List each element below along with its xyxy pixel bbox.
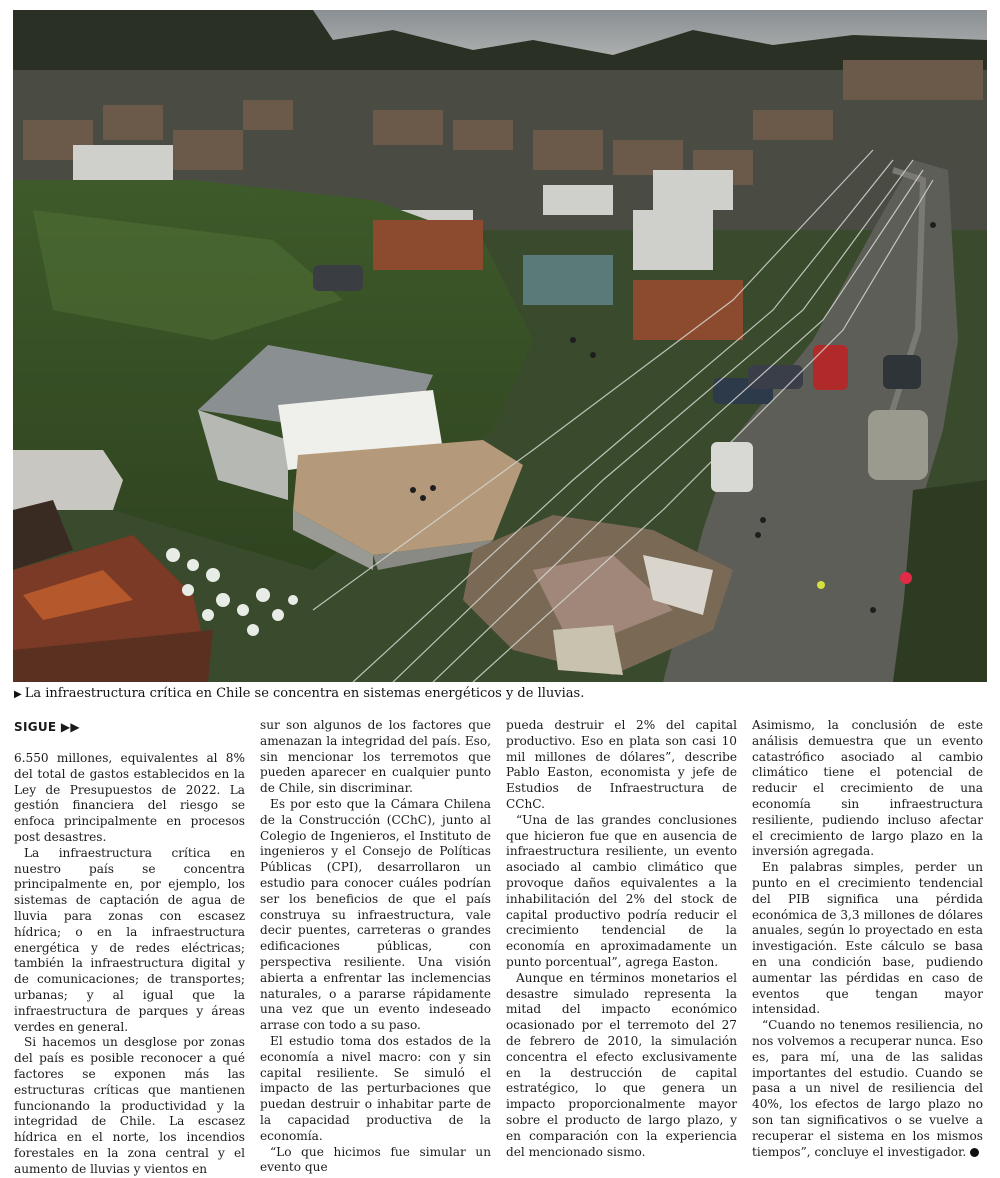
article-column-2 [260, 718, 491, 1176]
paragraph: Si hacemos un desglose por zonas del país es posible reconocer a qué factores se exponen más las estructuras críticas que mantienen funcionando la productividad y la integridad de Chile. La escasez hídrica en el norte, los incendios forestales en la zona central y el aumento de lluvias y vientos en [14, 1035, 245, 1176]
paragraph: Es por esto que la Cámara Chilena de la Construcción (CChC), junto al Colegio de Ingenieros, el Instituto de ingenieros y el Consejo de Políticas Públicas (CPI), desarrollaron un estudio para conocer cuáles podrían ser los beneficios de que el país construya su infraestructura, vale decir puentes, carreteras o grandes edificaciones públicas, con perspectiva resiliente. Una visión abierta a enfrentar las inclemencias naturales, o a pararse rápidamente una vez que un evento indeseado arrase con todo a su paso. [260, 796, 491, 1033]
news-photo [13, 10, 987, 682]
photo-caption [14, 686, 984, 703]
aerial-photo-icon [13, 10, 987, 682]
paragraph: En palabras simples, perder un punto en el crecimiento tendencial del PIB significa una pérdida económica de 3,3 millones de dólares anuales, según lo proyectado en esta investigación. Este cálculo se basa en una condición base, pudiendo aumentar las pérdidas en caso de eventos que tengan mayor intensidad. [752, 860, 983, 1017]
paragraph: sur son algunos de los factores que amenazan la integridad del país. Eso, sin mencionar los terremotos que pueden aparecer en cualquier punto de Chile, sin discriminar. [260, 718, 491, 796]
end-mark-icon [970, 1148, 979, 1157]
article-column-1 [14, 751, 245, 1178]
paragraph-text: “Cuando no tenemos resiliencia, no nos volvemos a recuperar nunca. Eso es, para mí, una de las salidas importantes del estudio. Cuando se pasa a un nivel de resiliencia del 40%, los efectos de largo plazo no son tan significativos o se vuelve a recuperar el sistema en los mismos tiempos”, concluye el investigador. [752, 1018, 983, 1159]
paragraph: El estudio toma dos estados de la economía a nivel macro: con y sin capital resiliente. Se simuló el impacto de las perturbaciones que puedan destruir o inhabitar parte de la capacidad productiva de la economía. [260, 1033, 491, 1143]
paragraph: La infraestructura crítica en nuestro país se concentra principalmente en, por ejemplo, los sistemas de captación de agua de lluvia para zonas con escasez hídrica; o en la infraestructura energética y de redes eléctricas; también la infraestructura digital y de comunicaciones; de transportes; urbanas; y al igual que la infraestructura de parques y áreas verdes en general. [14, 845, 245, 1034]
paragraph [752, 1018, 983, 1160]
paragraph: Asimismo, la conclusión de este análisis demuestra que un evento catastrófico asociado al cambio climático tiene el potencial de reducir el crecimiento de una economía sin infraestructura resiliente, pudiendo incluso afectar el crecimiento de largo plazo en la inversión agregada. [752, 718, 983, 859]
continues-label: SIGUE ▶▶ [14, 720, 80, 734]
caption-marker: ▶ [14, 689, 22, 700]
paragraph: 6.550 millones, equivalentes al 8% del total de gastos establecidos en la Ley de Presupuestos de 2022. La gestión financiera del riesgo se enfoca principalmente en procesos post desastres. [14, 751, 245, 844]
paragraph: “Lo que hicimos fue simular un evento que [260, 1144, 491, 1175]
paragraph: “Una de las grandes conclusiones que hicieron fue que en ausencia de infraestructura resiliente, un evento asociado al cambio climático que provoque daños equivalentes a la inhabilitación del 2% del stock de capital productivo podría reducir el crecimiento tendencial de la economía en aproximadamente un punto porcentual”, agrega Easton. [506, 812, 737, 969]
caption-text: La infraestructura crítica en Chile se concentra en sistemas energéticos y de lluvias. [24, 686, 585, 701]
article-column-4 [752, 718, 983, 1160]
article-column-3 [506, 718, 737, 1160]
paragraph: pueda destruir el 2% del capital productivo. Eso en plata son casi 10 mil millones de dólares”, describe Pablo Easton, economista y jefe de Estudios de Infraestructura de CChC. [506, 718, 737, 811]
paragraph: Aunque en términos monetarios el desastre simulado representa la mitad del impacto económico ocasionado por el terremoto del 27 de febrero de 2010, la simulación concentra el efecto exclusivamente en la destrucción de capital estratégico, lo que genera un impacto proporcionalmente mayor sobre el producto de largo plazo, y en comparación con la experiencia del mencionado sismo. [506, 970, 737, 1159]
